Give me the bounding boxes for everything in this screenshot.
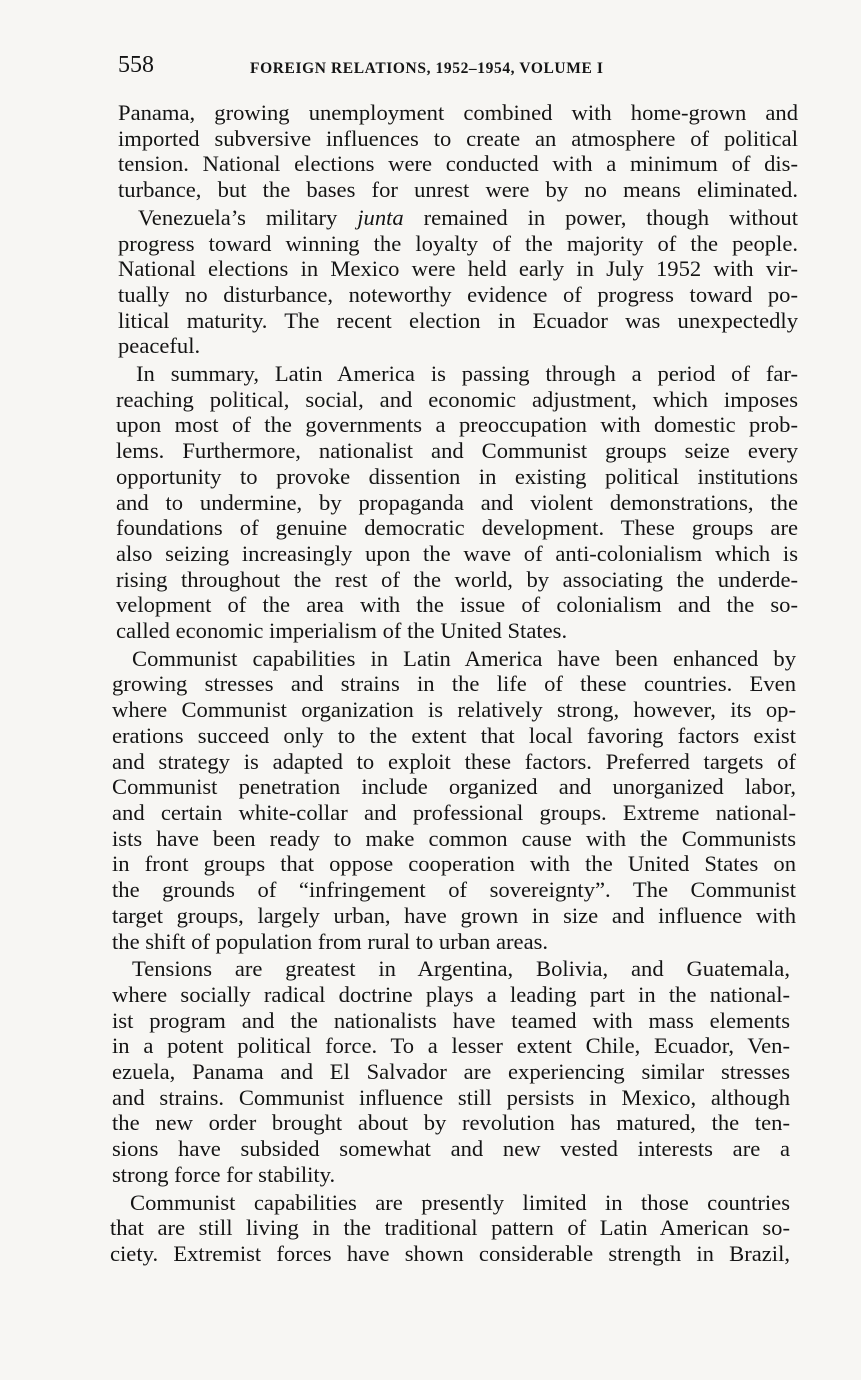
paragraph-5 bbox=[112, 956, 790, 1187]
text-line: the new order brought about by revolution has matured, the ten- bbox=[112, 1110, 790, 1136]
text-line: litical maturity. The recent election in Ecuador was unexpectedly bbox=[118, 307, 798, 333]
text-line: foundations of genuine democratic development. These groups are bbox=[116, 515, 798, 541]
text-line: Communist capabilities are presently limited in those countries bbox=[130, 1189, 790, 1215]
running-head: FOREIGN RELATIONS, 1952–1954, VOLUME I bbox=[250, 60, 604, 77]
text-line: turbance, but the bases for unrest were by no means eliminated. bbox=[118, 177, 798, 203]
text-line: progress toward winning the loyalty of the majority of the people. bbox=[118, 230, 798, 256]
text-line: the grounds of “infringement of sovereignty”. The Communist bbox=[112, 877, 796, 903]
text-line: imported subversive influences to create an atmosphere of political bbox=[118, 125, 798, 151]
text-line: ist program and the nationalists have teamed with mass elements bbox=[112, 1007, 790, 1033]
text-line: upon most of the governments a preoccupation with domestic prob- bbox=[116, 412, 798, 438]
text-line: tually no disturbance, noteworthy evidence of progress toward po- bbox=[118, 281, 798, 307]
text-line: in a potent political force. To a lesser extent Chile, Ecuador, Ven- bbox=[112, 1033, 790, 1059]
paragraph-1 bbox=[118, 100, 798, 203]
text-line: opportunity to provoke dissention in existing political institutions bbox=[116, 463, 798, 489]
text-line: Panama, growing unemployment combined with home-grown and bbox=[118, 100, 798, 125]
text-line: erations succeed only to the extent that local favoring factors exist bbox=[112, 722, 796, 748]
text-line: target groups, largely urban, have grown in size and influence with bbox=[112, 902, 796, 928]
text-line: strong force for stability. bbox=[112, 1161, 336, 1187]
text-line: and strategy is adapted to exploit these factors. Preferred targets of bbox=[112, 748, 796, 774]
text-line: reaching political, social, and economic adjustment, which imposes bbox=[116, 386, 798, 412]
text-line: peaceful. bbox=[118, 333, 201, 359]
text-run: remained in power, though without bbox=[403, 204, 798, 230]
text-line: sions have subsided somewhat and new vested interests are a bbox=[112, 1136, 790, 1162]
text-line: Communist capabilities in Latin America have been enhanced by bbox=[132, 645, 796, 671]
text-line: the shift of population from rural to urban areas. bbox=[112, 928, 549, 954]
text-line: that are still living in the traditional pattern of Latin American so- bbox=[110, 1215, 790, 1241]
italic-term: junta bbox=[357, 204, 404, 230]
paragraph-6 bbox=[110, 1190, 790, 1267]
text-line: and strains. Communist influence still persists in Mexico, although bbox=[112, 1084, 790, 1110]
text-line bbox=[118, 205, 798, 231]
text-line: ists have been ready to make common cause with the Communists bbox=[112, 825, 796, 851]
text-line: ciety. Extremist forces have shown considerable strength in Brazil, bbox=[110, 1240, 790, 1266]
text-line: called economic imperialism of the United States. bbox=[116, 618, 568, 644]
body-text bbox=[110, 100, 798, 1267]
text-line: lems. Furthermore, nationalist and Communist groups seize every bbox=[116, 438, 798, 464]
paragraph-4 bbox=[112, 646, 796, 954]
text-line: also seizing increasingly upon the wave of anti-colonialism which is bbox=[116, 540, 798, 566]
text-line: In summary, Latin America is passing through a period of far- bbox=[136, 361, 798, 387]
page-number: 558 bbox=[118, 52, 154, 78]
paragraph-3 bbox=[116, 361, 798, 644]
text-line: growing stresses and strains in the life of these countries. Even bbox=[112, 671, 796, 697]
text-line: in front groups that oppose cooperation with the United States on bbox=[112, 851, 796, 877]
text-run: Venezuela’s military bbox=[138, 204, 358, 230]
page-header bbox=[118, 50, 798, 82]
text-line: and certain white-collar and professional groups. Extreme national- bbox=[112, 799, 796, 825]
text-line: ezuela, Panama and El Salvador are experiencing similar stresses bbox=[112, 1059, 790, 1085]
text-line: rising throughout the rest of the world, by associating the underde- bbox=[116, 566, 798, 592]
text-line: Communist penetration include organized and unorganized labor, bbox=[112, 774, 796, 800]
text-line: and to undermine, by propaganda and violent demonstrations, the bbox=[116, 489, 798, 515]
text-line: velopment of the area with the issue of colonialism and the so- bbox=[116, 592, 798, 618]
text-line: where Communist organization is relatively strong, however, its op- bbox=[112, 697, 796, 723]
text-line: National elections in Mexico were held early in July 1952 with vir- bbox=[118, 256, 798, 282]
paragraph-2 bbox=[118, 205, 798, 359]
text-line: where socially radical doctrine plays a leading part in the national- bbox=[112, 981, 790, 1007]
text-line: Tensions are greatest in Argentina, Bolivia, and Guatemala, bbox=[132, 956, 790, 982]
text-line: tension. National elections were conducted with a minimum of dis- bbox=[118, 151, 798, 177]
